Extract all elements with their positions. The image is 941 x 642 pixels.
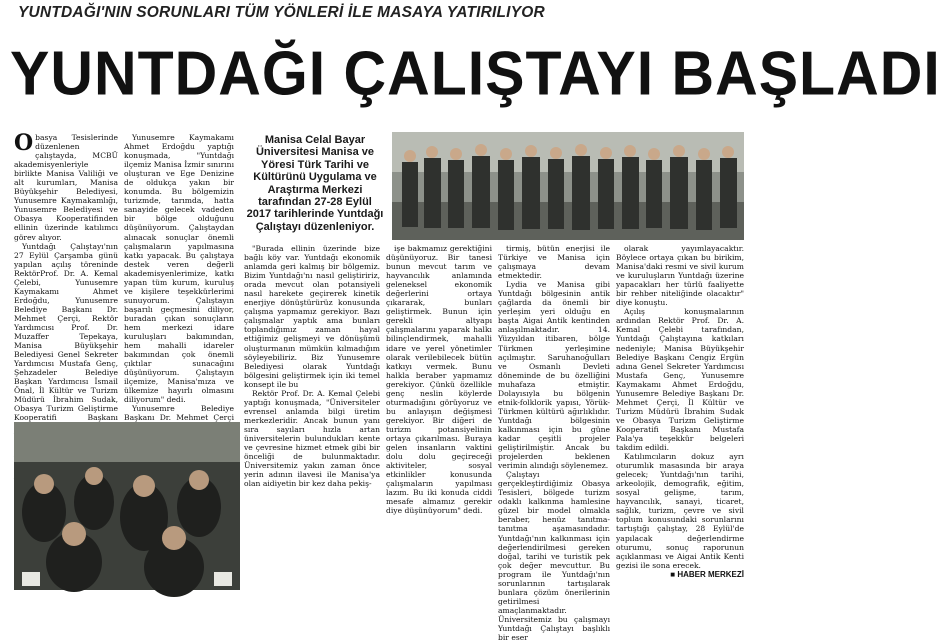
article-column-3 bbox=[244, 244, 380, 590]
drop-cap: O bbox=[14, 130, 34, 156]
article-column-5 bbox=[498, 244, 610, 642]
photo-audience bbox=[14, 422, 240, 590]
lead-paragraph: basya Tesislerinde düzenlenen çalıştayda, MCBÜ akademisyenleriyle birlikte Manisa Valiliği ve alt kurumları, Manisa Büyükşehir Belediyesi, Yunusemre Kaymakamlığı, Yunusemre Belediyesi ve Obasya Kooperatifinden ellinin üzerinde katılımcı görev alıyor. bbox=[14, 133, 118, 242]
paragraph: "Burada ellinin üzerinde bize bağlı köy var. Yuntdağı ekonomik anlamda geri kalmış bir bölgemiz. Bizim Yuntdağı'nı nasıl geliştiririz, orada mevcut olan potansiyeli nasıl harekete geçirerek kinetik enerjiye dönüştürürüz konusunda çalışma yapmamız gerekiyor. Bazı çalışmalar yaptık ama bunları toplandığımız zaman hayal ettiğimiz gelişmeyi ve dönüşümü oluşturmanın mümkün kılmadığım söyleyebiliriz. Biz Yunusemre Belediyesi olarak Yuntdağı bölgesini geliştirmek için iki temel konsept ile bu bbox=[244, 244, 380, 389]
article-column-6 bbox=[616, 244, 744, 590]
paragraph: Yunusemre Belediye Başkanı Dr. Mehmet Çerçi bbox=[124, 404, 234, 423]
headline: YUNTDAĞI ÇALIŞTAYI BAŞLADI bbox=[10, 38, 941, 109]
paragraph: tirmiş, bütün enerjisi ile Türkiye ve Manisa için çalışmaya devam etmektedir. bbox=[498, 244, 610, 281]
article-column-1 bbox=[14, 130, 118, 423]
kicker-line: YUNTDAĞI'NIN SORUNLARI TÜM YÖNLERİ İLE MASAYA YATIRILIYOR bbox=[18, 4, 545, 21]
paragraph: Yuntdağı Çalıştayı'nın 27 Eylül Çarşamba günü yapılan açılış töreninde RektörProf. Dr. A. Kemal Çelebi, Yunusemre Kaymakamı Ahmet Erdoğdu, Yunusemre Belediye Başkanı Dr. Mehmet Çerçi, Rektör Yardımcısı Prof. Dr. Muzaffer Tepekaya, Manisa Büyükşehir Belediyesi Genel Sekreter Yardımcısı Mustafa Genç, Şehzadeler Belediye Başkan Yardımcısı İsmail Önal, İl Kültür ve Turizm Müdürü İbrahim Sudak, Obasya Turizm Geliştirme Kooperatifi Başkanı bbox=[14, 241, 118, 423]
paragraph: Lydia ve Manisa gibi Yuntdağı bölgesinin antik çağlarda da önemli bir yerleşim yeri olduğu en başta Aigai Antik kentinden anlaşılmaktadır. 14. Yüzyıldan itibaren, bölge Türkmen yerleşimine açılmıştır. Saruhanoğulları ve Osmanlı Devleti döneminde de bu özelliğini muhafaza etmiştir. Dolayısıyla bu bölgenin etnik-folklorik yapısı, Yörük-Türkmen kültürü ağırlıklıdır. Yuntdağı bölgesinin kalkınması için bu güne kadar çeşitli projeler geliştirilmiştir. Ancak bu projelerden beklenen verimin alındığı söylenemez. bbox=[498, 280, 610, 471]
highlight-box: Manisa Celal Bayar Üniversitesi Manisa ve Yöresi Türk Tarihi ve Kültürünü Uygulama ve Araştırma Merkezi tarafından 27-28 Eylül 2017 tarihlerinde Yuntdağı Çalıştayı düzenleniyor. bbox=[246, 134, 384, 233]
photo-group-standing bbox=[392, 132, 744, 240]
paragraph: Çalıştayı gerçekleştirdiğimiz Obasya Tesisleri, bölgede turizm odaklı kalkınma hamlesine güzel bir model olmakla beraber, henüz tanıtma-tanıtma aşamasındadır. Yuntdağı'nın kalkınması için değerlendirilmesi gereken doğal, tarihi ve turistik pek çok değer mevcuttur. Bu program ile Yuntdağı'nın sorunlarının tartışılarak bunlara çözüm önerilerinin getirilmesi amaçlanmaktadır. Üniversitemiz bu çalışmayı Yuntdağı Çalıştayı başlıklı bir eser bbox=[498, 470, 610, 642]
paragraph: Açılış konuşmalarının ardından Rektör Prof. Dr. A. Kemal Çelebi tarafından, Yuntdağı Çalıştayına katkıları nedeniyle; Manisa Büyükşehir Belediye Başkanı Cengiz Ergün adına Genel Sekreter Yardımcısı Mustafa Genç, Yunusemre Kaymakamı Ahmet Erdoğdu, Yunusemre Belediye Başkanı Dr. Mehmet Çerçi, İl Kültür ve Turizm Müdürü İbrahim Sudak ve Obasya Turizm Geliştirme Kooperatifi Başkanı Mustafa Pala'ya teşekkür belgeleri takdim edildi. bbox=[616, 307, 744, 453]
paragraph: Katılımcıların dokuz ayrı oturumlık masasında bir araya gelecek; Yuntdağı'nın tarihi, arkeolojik, demografik, eğitim, sosyal gelişme, tarım, hayvancılık, sanayi, ticaret, sağlık, turizm, çevre ve sivil toplum konusundaki sorunlarını tartıştığı çalıştay, 28 Eylül'de yapılacak değerlendirme oturumu, sonuç raporunun açıklanması ve Aigai Antik Kenti gezisi ile sona erecek. bbox=[616, 452, 744, 570]
paragraph: Yunusemre Kaymakamı Ahmet Erdoğdu yaptığı konuşmada, "Yuntdağı ilçemiz Manisa İzmir sınırını oluşturan ve Ege Denizine de oldukça yakın bir konumda. Bu bölgemizin turizmde, tarımda, hatta sanayide gelecek vadeden bir bölge olduğunu düşünüyorum. Çalıştaydan alınacak sonuçlar önemli çalışmaların yapılmasına katkı yapacak. Bu çalıştaya destek veren değerli akademisyenlerimize, katkı yapan tüm kurum, kuruluş ve kişilere teşekkürlerimi sunuyorum. Çalıştayın başarılı geçmesini diliyor, buradan çıkan sonuçların hem merkezi idare kuruluşları bakımından, hem mahalli idareler bakımından çok önemli çıktılar sunacağını düşünüyorum. Çalıştayın ilçemize, Manisa'mıza ve ülkemize hayırlı olmasını diliyorum" dedi. bbox=[124, 133, 234, 405]
paragraph: işe bakmamız gerektiğini düşünüyoruz. Bir tanesi bunun mevcut tarım ve hayvancılık anlamında geleneksel ekonomik değerlerini ortaya çıkararak, bunları geliştirmek. Bunun için gerekli altyapı çalışmalarını yaparak halkı bilinçlendirmek, mahalli idare ve yerel yönetimler olarak verilebilecek bütün katkıyı vermek. Bunu halkla beraber yapmamız gerekiyor. Çünkü özellikle genç neslin köylerde oturmadığını görüyoruz ve bu anlayışın değişmesi gerekiyor. Bir diğeri de turizm potansiyelinin ortaya çıkarılması. Buraya gelen insanların vaktini dolu dolu geçireceği aktiviteler, sosyal etkinlikler konusunda çalışmaların yapılması lazım. Bu iki konuda ciddi mesafe almamız gerekir diye düşünüyorum" dedi. bbox=[386, 244, 492, 516]
article-column-2 bbox=[124, 133, 234, 423]
article-column-4 bbox=[386, 244, 492, 590]
paragraph: olarak yayımlayacaktır. Böylece ortaya çıkan bu birikim, Manisa'daki resmi ve sivil kurum ve kuruluşların Yuntdağı üzerine yapacakları her türlü faaliyette bir rehber niteliğinde olacaktır" diye konuştu. bbox=[616, 244, 744, 308]
paragraph: Rektör Prof. Dr. A. Kemal Çelebi yaptığı konuşmada, "Üniversiteler evrensel anlamda bilgi üretim merkezleridir. Ancak bunun yanı sıra sayıları hızla artan üniversitelerin bulundukları kente ve çevresine hizmet etmek gibi bir önceliği de bulunmaktadır. Üniversitemiz yakın zaman önce yerin adının ilavesi ile Manisa'ya olan aidiyetin bir kez daha pekiş- bbox=[244, 388, 380, 489]
byline-signature: ■ HABER MERKEZİ bbox=[670, 569, 744, 579]
